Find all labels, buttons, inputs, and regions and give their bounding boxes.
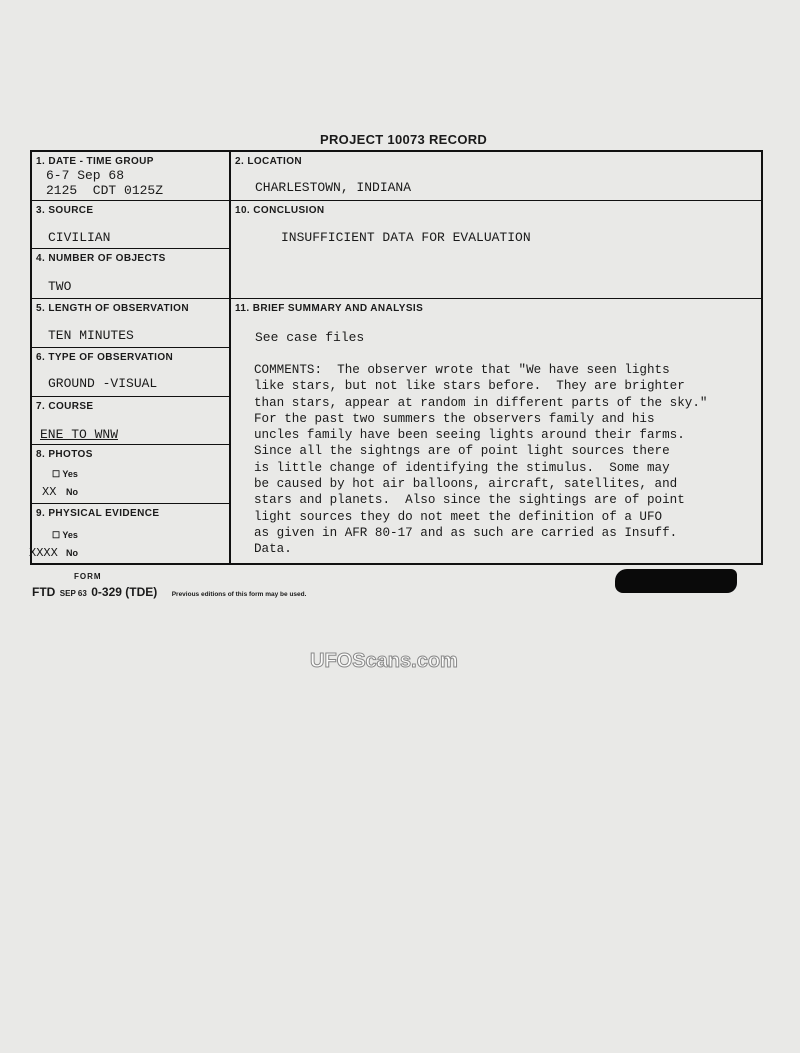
source-cell (32, 201, 229, 249)
objects-cell (32, 249, 229, 299)
time-value: 2125 CDT 0125Z (46, 183, 164, 198)
type-label: 6. TYPE OF OBSERVATION (36, 352, 174, 363)
photos-yes-checkbox: ☐ Yes (52, 469, 78, 479)
footer-form-label: FORM (74, 572, 102, 581)
date-label: 1. DATE - TIME GROUP (36, 156, 154, 167)
photos-cell (32, 445, 229, 504)
length-value: TEN MINUTES (48, 328, 134, 343)
date-value: 6-7 Sep 68 (46, 168, 125, 183)
photos-no-label: No (66, 487, 78, 497)
watermark: UFOScans.com (310, 650, 458, 672)
source-value: CIVILIAN (48, 230, 111, 245)
date-time-cell (32, 152, 229, 201)
location-cell (231, 152, 761, 201)
summary-comments: COMMENTS: The observer wrote that "We have seen lights like stars, but not like stars before. They are brighter than stars, appear at random in different parts of the sky." For the past two summers the observers family and his uncles family have been seeing lights around their farms. Since all the sightngs are of point light sources there is little change of identifying the stimulus. Some may be caused by hot air balloons, aircraft, satellites, and stars and planets. Also since the sightings are of point light sources they do not meet the definition of a UFO as given in AFR 80-17 and as such are carried as Insuff. Data. (254, 363, 708, 557)
conclusion-cell (231, 201, 761, 299)
photos-label: 8. PHOTOS (36, 449, 93, 460)
evidence-no-label: No (66, 548, 78, 558)
source-label: 3. SOURCE (36, 205, 94, 216)
footer-code: FTD (32, 585, 56, 599)
evidence-yes-checkbox: ☐ Yes (52, 530, 78, 540)
type-value: GROUND -VISUAL (48, 376, 158, 391)
course-cell (32, 397, 229, 445)
photos-no-mark: XX (42, 485, 57, 499)
length-cell (32, 299, 229, 348)
evidence-yes-label: Yes (62, 530, 78, 540)
conclusion-value: INSUFFICIENT DATA FOR EVALUATION (281, 230, 531, 245)
evidence-label: 9. PHYSICAL EVIDENCE (36, 508, 160, 519)
objects-label: 4. NUMBER OF OBJECTS (36, 253, 166, 264)
course-label: 7. COURSE (36, 401, 94, 412)
evidence-no-mark: XXXX (29, 546, 58, 560)
location-value: CHARLESTOWN, INDIANA (255, 180, 412, 195)
footer-number: 0-329 (TDE) (91, 585, 158, 599)
footer-date: SEP 63 (59, 589, 87, 598)
type-cell (32, 348, 229, 397)
length-label: 5. LENGTH OF OBSERVATION (36, 303, 189, 314)
footer-note: Previous editions of this form may be used. (171, 591, 307, 598)
summary-case-files: See case files (255, 330, 365, 345)
location-label: 2. LOCATION (235, 156, 302, 167)
record-form (30, 150, 763, 565)
objects-value: TWO (48, 279, 72, 294)
summary-label: 11. BRIEF SUMMARY AND ANALYSIS (235, 303, 424, 314)
conclusion-label: 10. CONCLUSION (235, 205, 325, 216)
course-value: ENE TO WNW (40, 427, 119, 442)
redaction-mark (615, 569, 737, 593)
form-title: PROJECT 10073 RECORD (320, 132, 488, 147)
photos-yes-label: Yes (62, 469, 78, 479)
evidence-cell (29, 504, 229, 565)
